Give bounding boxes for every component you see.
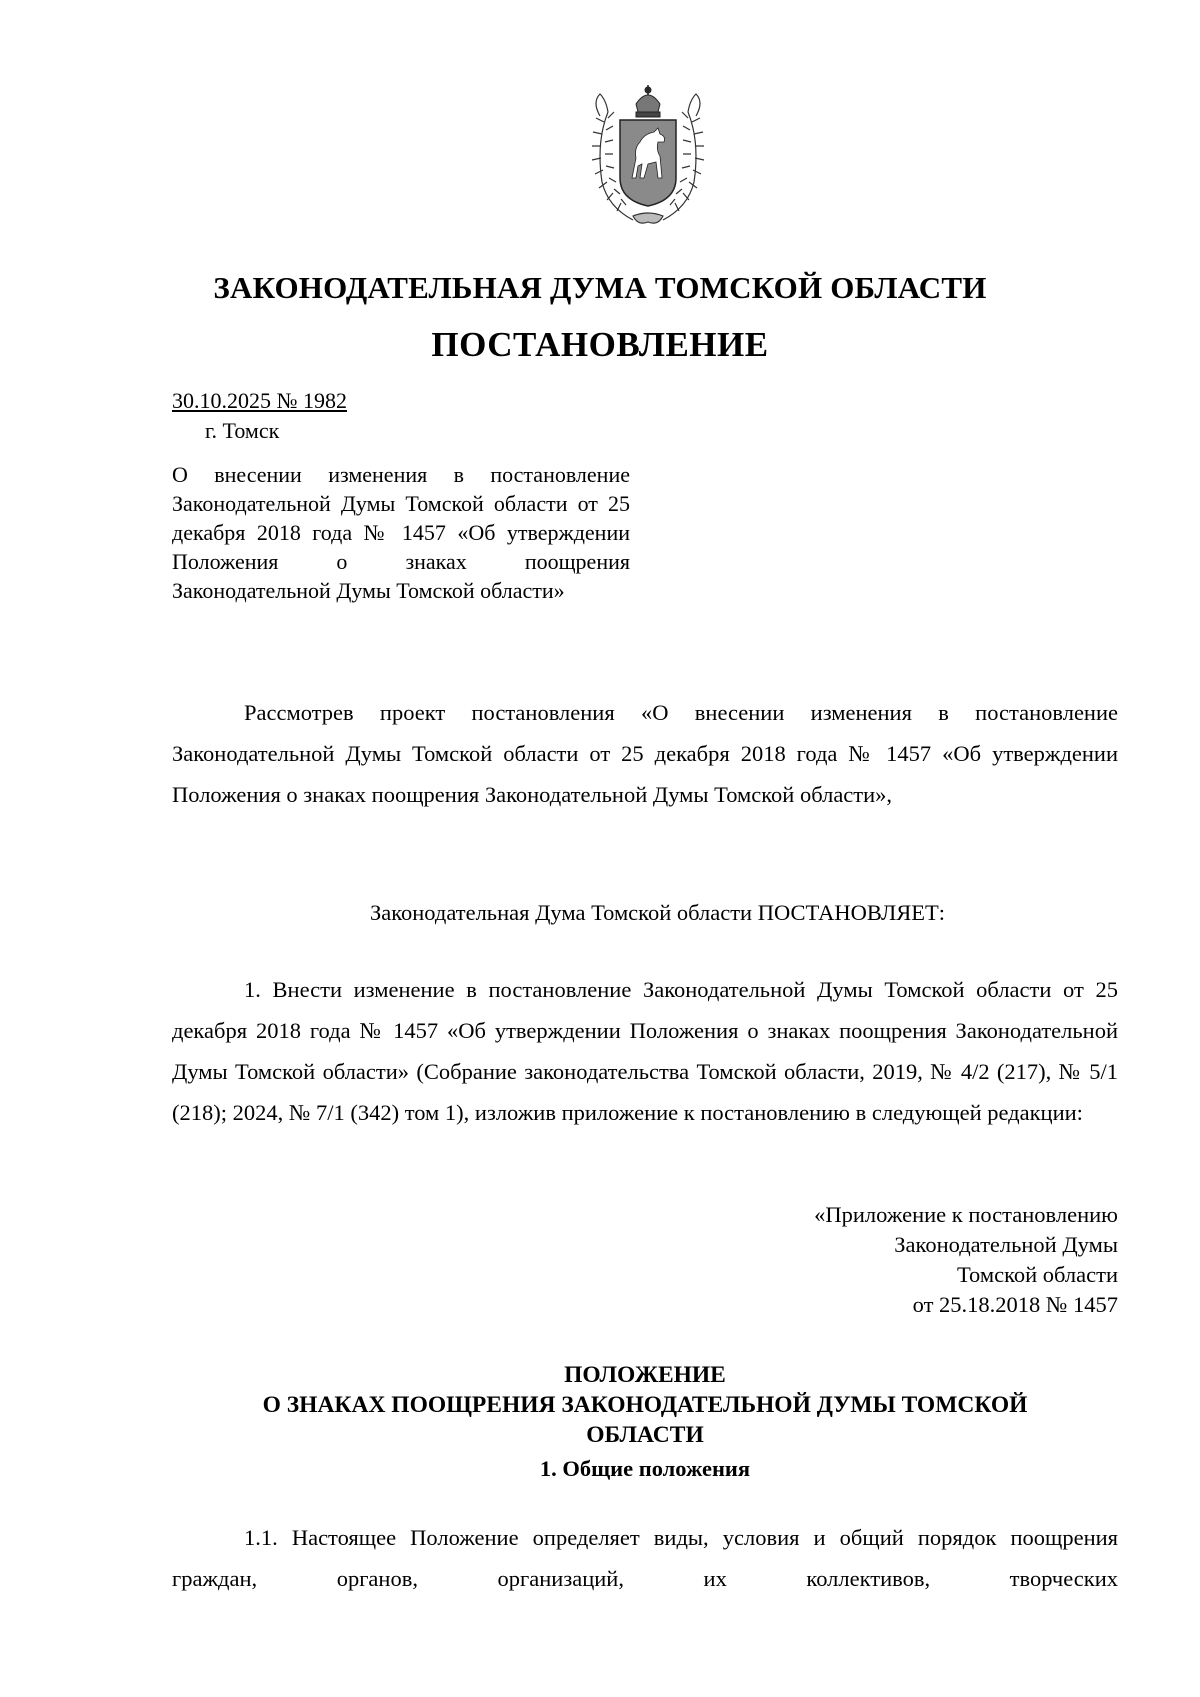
appendix-line: Законодательной Думы (894, 1232, 1118, 1257)
appendix-line: «Приложение к постановлению (814, 1202, 1118, 1227)
regulation-title-line: ОБЛАСТИ (586, 1422, 704, 1448)
appendix-reference (814, 1200, 1118, 1320)
document-type-title: ПОСТАНОВЛЕНИЕ (431, 325, 769, 364)
coat-of-arms-icon (578, 82, 718, 230)
document-subject: О внесении изменения в постановление Законодательной Думы Томской области от 25 декабря 2018 года № 1457 «Об утверждении Положения о знаках поощрения Законодательной Думы Томской области» (172, 462, 630, 603)
paragraph-resolves: Законодательная Дума Томской области ПОСТАНОВЛЯЕТ: (369, 900, 946, 925)
organization-title: ЗАКОНОДАТЕЛЬНАЯ ДУМА ТОМСКОЙ ОБЛАСТИ (213, 270, 987, 305)
paragraph-item-1: 1. Внести изменение в постановление Законодательной Думы Томской области от 25 декабря 2018 года № 1457 «Об утверждении Положения о знаках поощрения Законодательной Думы Томской области» (Собрание законодательства Томской области, 2019, № 4/2 (217), № 5/1 (218); 2024, № 7/1 (342) том 1), изложив приложение к постановлению в следующей редакции: (172, 977, 1118, 1125)
paragraph-clause-1-1: 1.1. Настоящее Положение определяет виды, условия и общий порядок поощрения граждан, органов, организаций, их коллективов, творческих (172, 1525, 1118, 1591)
document-city: г. Томск (205, 418, 280, 443)
document-date-number: 30.10.2025 № 1982 (172, 388, 347, 413)
regulation-title (172, 1360, 1118, 1450)
appendix-line: от 25.18.2018 № 1457 (912, 1292, 1118, 1317)
appendix-line: Томской области (956, 1262, 1118, 1287)
section-title: 1. Общие положения (539, 1456, 751, 1481)
regulation-title-line: ПОЛОЖЕНИЕ (564, 1362, 726, 1388)
regulation-title-line: О ЗНАКАХ ПООЩРЕНИЯ ЗАКОНОДАТЕЛЬНОЙ ДУМЫ ТОМСКОЙ (262, 1392, 1028, 1418)
paragraph-considering: Рассмотрев проект постановления «О внесении изменения в постановление Законодательной Думы Томской области от 25 декабря 2018 года № 1457 «Об утверждении Положения о знаках поощрения Законодательной Думы Томской области», (172, 700, 1118, 807)
